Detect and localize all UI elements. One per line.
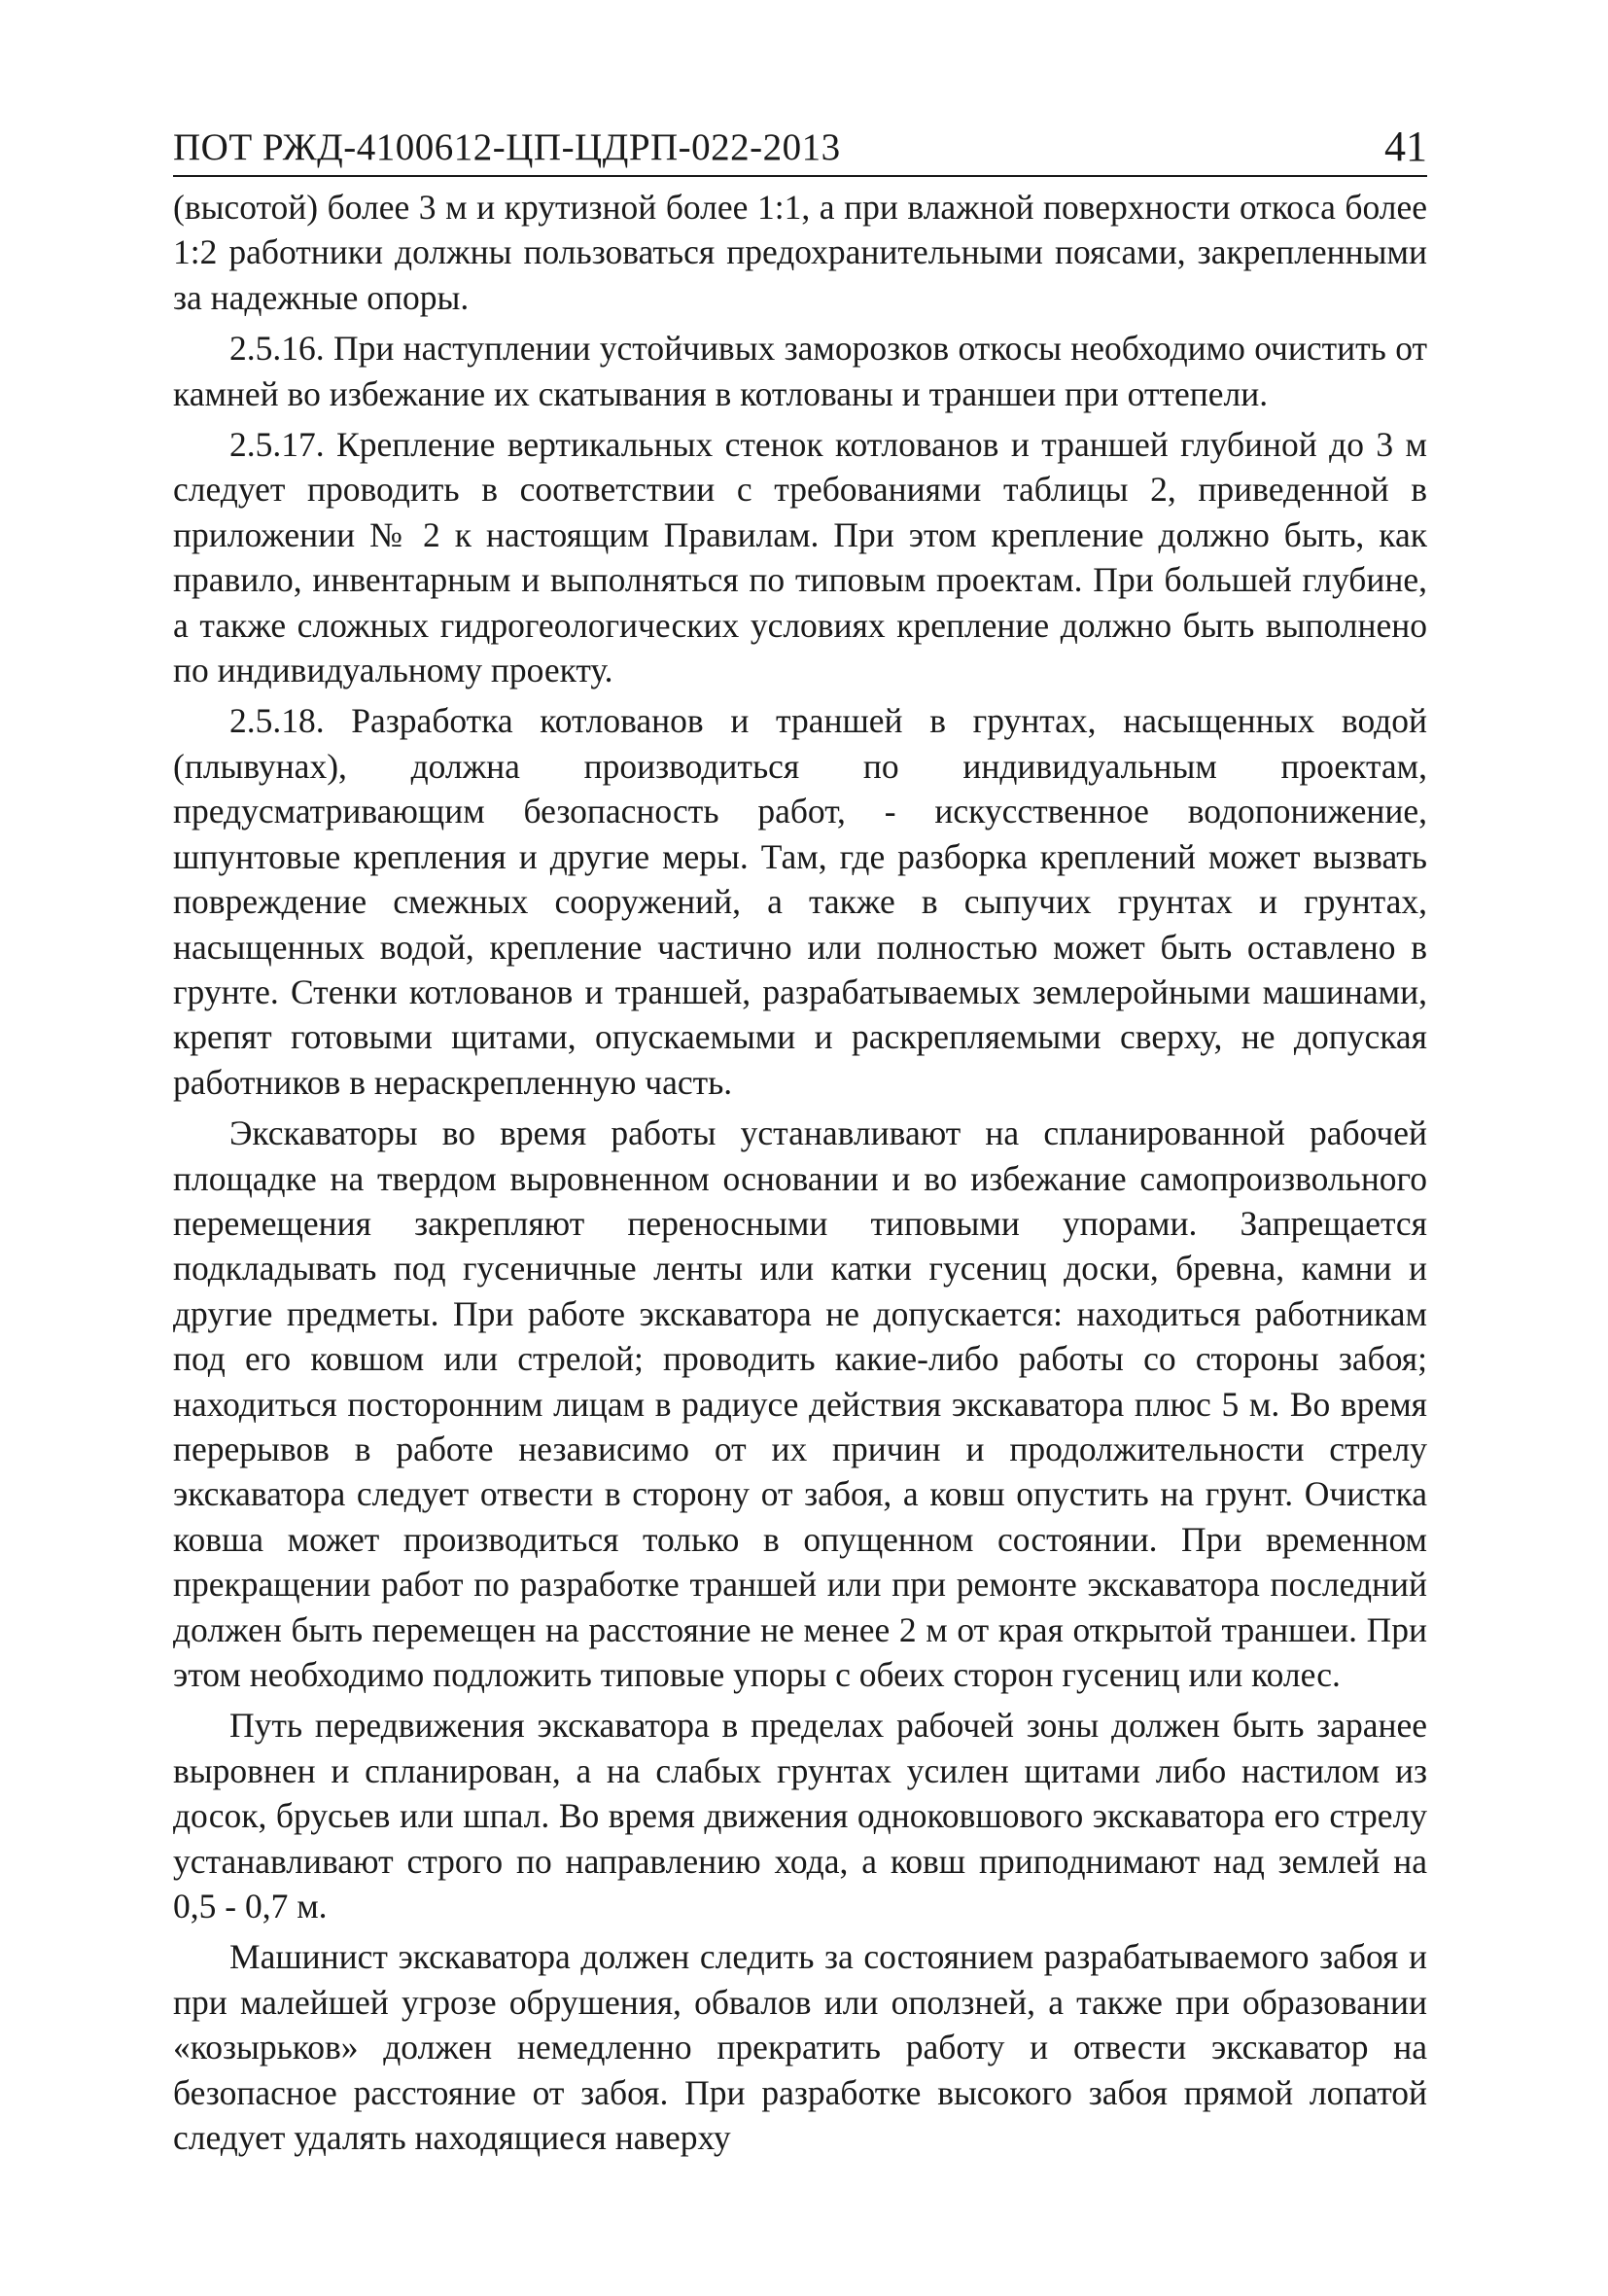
paragraph-operator-duties: Машинист экскаватора должен следить за состоянием разрабатываемого забоя и при малейшей угрозе обрушения, обвалов или оползней, а также при образовании «козырьков» должен немедленно прекратить работу и отвести экскаватор на безопасное расстояние от забоя. При разработке высокого забоя прямой лопатой следует удалять находящиеся наверху xyxy=(173,1937,1427,2158)
body-text xyxy=(173,185,1427,2166)
page-header xyxy=(173,115,1427,177)
paragraph-2-5-18: 2.5.18. Разработка котлованов и траншей в грунтах, насыщенных водой (плывунах), должна производиться по индивидуальным проектам, предусматривающим безопасность работ, - искусственное водопонижение, шпунтовые крепления и другие меры. Там, где разборка креплений может вызвать повреждение смежных сооружений, а также в сыпучих грунтах и грунтах, насыщенных водой, крепление частично или полностью может быть оставлено в грунте. Стенки котлованов и траншей, разрабатываемых землеройными машинами, крепят готовыми щитами, опускаемыми и раскрепляемыми сверху, не допуская работников в нераскрепленную часть. xyxy=(173,701,1427,1102)
paragraph-excavator-movement: Путь передвижения экскаватора в пределах рабочей зоны должен быть заранее выровнен и спланирован, а на слабых грунтах усилен щитами либо настилом из досок, брусьев или шпал. Во время движения одноковшового экскаватора его стрелу устанавливают строго по направлению хода, а ковш приподнимают над землей на 0,5 - 0,7 м. xyxy=(173,1706,1427,1926)
paragraph-excavator-placement: Экскаваторы во время работы устанавливают на спланированной рабочей площадке на твердом выровненном основании и во избежание самопроизвольного перемещения закрепляют переносными типовыми упорами. Запрещается подкладывать под гусеничные ленты или катки гусениц доски, бревна, камни и другие предметы. При работе экскаватора не допускается: находиться работникам под его ковшом или стрелой; проводить какие-либо работы со стороны забоя; находиться посторонним лицам в радиусе действия экскаватора плюс 5 м. Во время перерывов в работе независимо от их причин и продолжительности стрелу экскаватора следует отвести в сторону от забоя, а ковш опустить на грунт. Очистка ковша может производиться только в опущенном состоянии. При временном прекращении работ по разработке траншей или при ремонте экскаватора последний должен быть перемещен на расстояние не менее 2 м от края открытой траншеи. При этом необходимо подложить типовые упоры с обеих сторон гусениц или колес. xyxy=(173,1113,1427,1694)
page-number: 41 xyxy=(1384,123,1427,170)
paragraph-2-5-17: 2.5.17. Крепление вертикальных стенок котлованов и траншей глубиной до 3 м следует проводить в соответствии с требованиями таблицы 2, приведенной в приложении № 2 к настоящим Правилам. При этом крепление должно быть, как правило, инвентарным и выполняться по типовым проектам. При большей глубине, а также сложных гидрогеологических условиях крепление должно быть выполнено по индивидуальному проекту. xyxy=(173,425,1427,690)
paragraph-continuation: (высотой) более 3 м и крутизной более 1:1, а при влажной поверхности откоса более 1:2 работники должны пользоваться предохранительными поясами, закрепленными за надежные опоры. xyxy=(173,188,1427,317)
document-code: ПОТ РЖД-4100612-ЦП-ЦДРП-022-2013 xyxy=(173,126,841,168)
paragraph-2-5-16: 2.5.16. При наступлении устойчивых заморозков откосы необходимо очистить от камней во избежание их скатывания в котлованы и траншеи при оттепели. xyxy=(173,329,1427,413)
